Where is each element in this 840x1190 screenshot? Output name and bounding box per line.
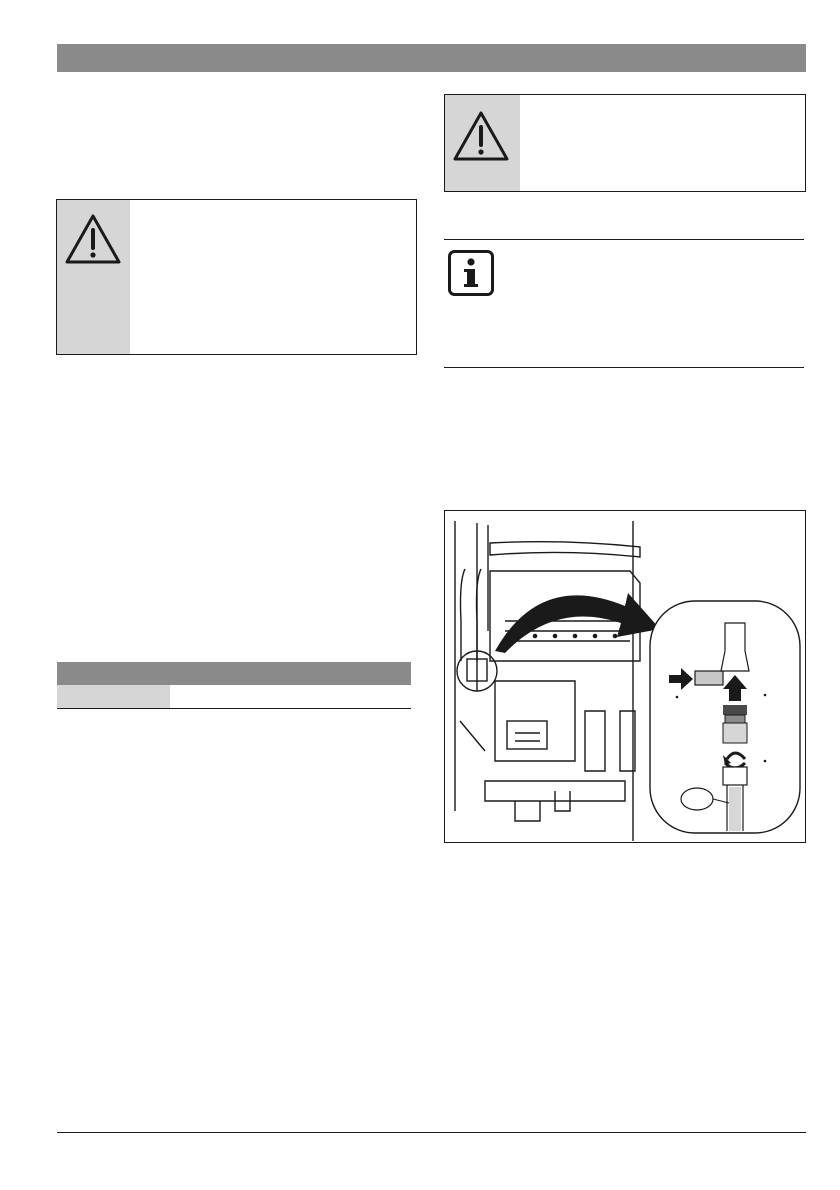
curved-arrow-icon [495, 593, 660, 653]
table-bottom-rule [57, 708, 411, 709]
info-icon [448, 250, 494, 301]
page-footer-rule [57, 1132, 806, 1133]
warning-notice-right [444, 94, 806, 192]
warning-triangle-icon [63, 212, 123, 273]
info-notice-bottom-rule [444, 367, 804, 368]
warning-triangle-icon [451, 109, 511, 170]
page-header-bar [57, 44, 806, 72]
warning-notice-left [56, 199, 417, 355]
boiler-interior-illustration [445, 511, 805, 842]
figure-boiler-connection [444, 510, 806, 843]
info-notice-top-rule [444, 239, 804, 240]
table-label-cell [57, 685, 170, 708]
table-header-row [57, 662, 411, 685]
